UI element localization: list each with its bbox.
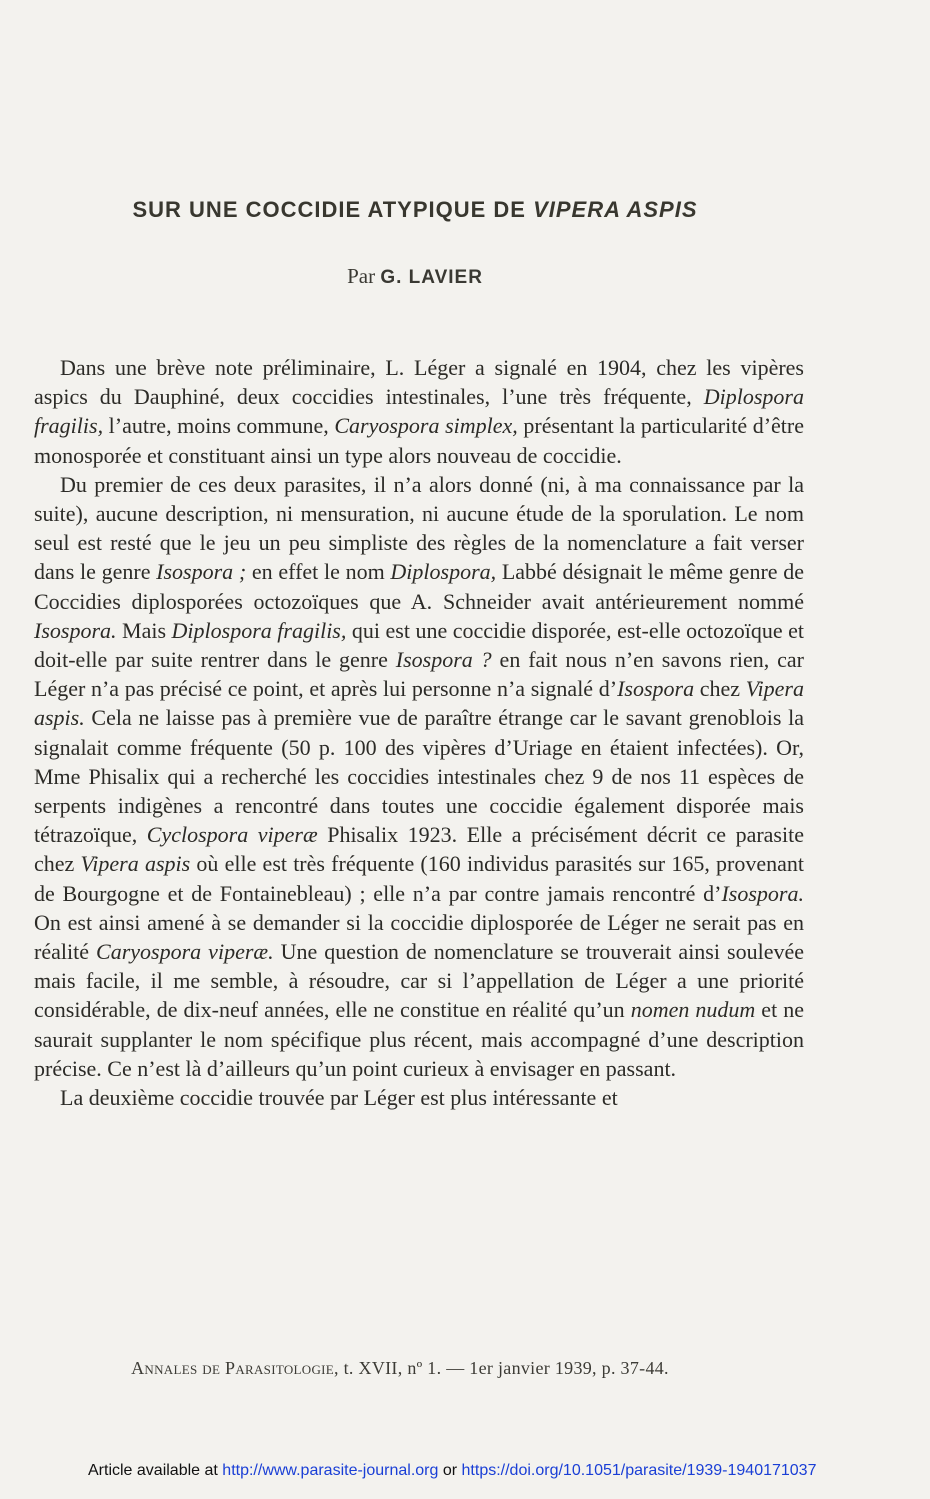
text-run: chez	[694, 676, 746, 702]
text-run: et ne saurait supplanter le nom spécifique plus récent, mais accompagné d’une description précise. Ce n’est là d’ailleurs qu’un point curieux à envisager en passant.	[34, 997, 804, 1081]
availability-prefix: Article available at	[88, 1462, 223, 1479]
author-name: G. LAVIER	[380, 267, 483, 288]
text-run: Une question de nomenclature se trouverait ainsi soulevée mais facile, il me semble, à résoudre, car si l’appellation de Léger a une priorité considérable, de dix-neuf années, elle ne constitue en réalité qu’un	[34, 939, 804, 1023]
body-paragraph	[34, 353, 804, 470]
journal-issue: t. XVII, nº 1. — 1er janvier 1939, p. 37-44.	[338, 1358, 669, 1378]
text-run: en effet le nom	[246, 559, 391, 585]
body-paragraph	[34, 1083, 804, 1112]
availability-or: or	[438, 1462, 462, 1479]
italic-term: Cyclospora viperæ	[146, 822, 318, 848]
journal-name: Annales de Parasitologie,	[131, 1358, 339, 1378]
title-prefix: SUR UNE COCCIDIE ATYPIQUE DE	[132, 197, 534, 222]
text-run: en fait nous n’en savons rien, car Léger n’a pas précisé ce point, et après lui personne n’a signalé d’	[34, 647, 804, 702]
italic-term: Isospora.	[721, 880, 804, 906]
availability-line	[88, 1462, 816, 1480]
byline-par: Par	[347, 264, 376, 288]
italic-term: Isospora	[617, 676, 695, 702]
italic-term: Isospora ?	[395, 647, 492, 673]
text-run: présentant la particularité d’être monosporée et constituant ainsi un type alors nouveau de coccidie.	[34, 413, 804, 468]
body-paragraph	[34, 470, 804, 1083]
journal-link[interactable]: http://www.parasite-journal.org	[222, 1462, 439, 1479]
doi-link[interactable]: https://doi.org/10.1051/parasite/1939-1940171037	[461, 1462, 817, 1479]
text-run: La deuxième coccidie trouvée par Léger est plus intéressante et	[60, 1085, 618, 1111]
italic-term: Vipera aspis.	[34, 676, 804, 731]
italic-term: Caryospora viperæ.	[96, 939, 274, 965]
italic-term: Diplospora fragilis,	[34, 384, 804, 439]
italic-term: Isospora ;	[156, 559, 247, 585]
italic-term: Diplospora,	[390, 559, 497, 585]
text-run: Labbé désignait le même genre de Coccidies diplosporées octozoïques que A. Schneider avait antérieurement nommé	[34, 559, 804, 614]
article-body	[34, 353, 804, 1112]
text-run: qui est une coccidie disporée, est-elle octozoïque et doit-elle par suite rentrer dans le genre	[34, 617, 805, 673]
article-title	[0, 197, 830, 223]
text-run: où elle est très fréquente (160 individus parasités sur 165, provenant de Bourgogne et de Fontainebleau) ; elle n’a par contre jamais rencontré d’	[34, 851, 804, 906]
text-run: On est ainsi amené à se demander si la coccidie diplosporée de Léger ne serait pas en réalité	[34, 909, 804, 965]
text-run: Dans une brève note préliminaire, L. Léger a signalé en 1904, chez les vipères aspics du Dauphiné, deux coccidies intestinales, l’une très fréquente,	[34, 355, 804, 410]
title-species: VIPERA ASPIS	[533, 197, 698, 222]
byline	[0, 264, 830, 289]
text-run: Cela ne laisse pas à première vue de paraître étrange car le savant grenoblois la signalait comme fréquente (50 p. 100 des vipères d’Uriage en étaient infectées). Or, Mme Phisalix qui a recherché les coccidies intestinales chez 9 de nos 11 espèces de serpents indigènes a rencontré dans toutes une coccidie également disporée mais tétrazoïque,	[34, 705, 804, 848]
text-run: Phisalix 1923. Elle a précisément décrit ce parasite chez	[34, 822, 804, 877]
journal-reference	[0, 1358, 800, 1379]
text-run: Mais	[116, 617, 172, 643]
italic-term: Vipera aspis	[80, 851, 191, 877]
italic-term: Caryospora simplex,	[334, 413, 518, 439]
italic-term: Diplospora fragilis,	[171, 617, 347, 643]
text-run: l’autre, moins commune,	[103, 413, 335, 439]
italic-term: Isospora.	[34, 617, 117, 643]
text-run: Du premier de ces deux parasites, il n’a alors donné (ni, à ma connaissance par la suite), aucune description, ni mensuration, ni aucune étude de la sporulation. Le nom seul est resté que le jeu un peu simpliste des règles de la nomenclature a fait verser dans le genre	[34, 471, 804, 585]
italic-term: nomen nudum	[630, 997, 756, 1023]
